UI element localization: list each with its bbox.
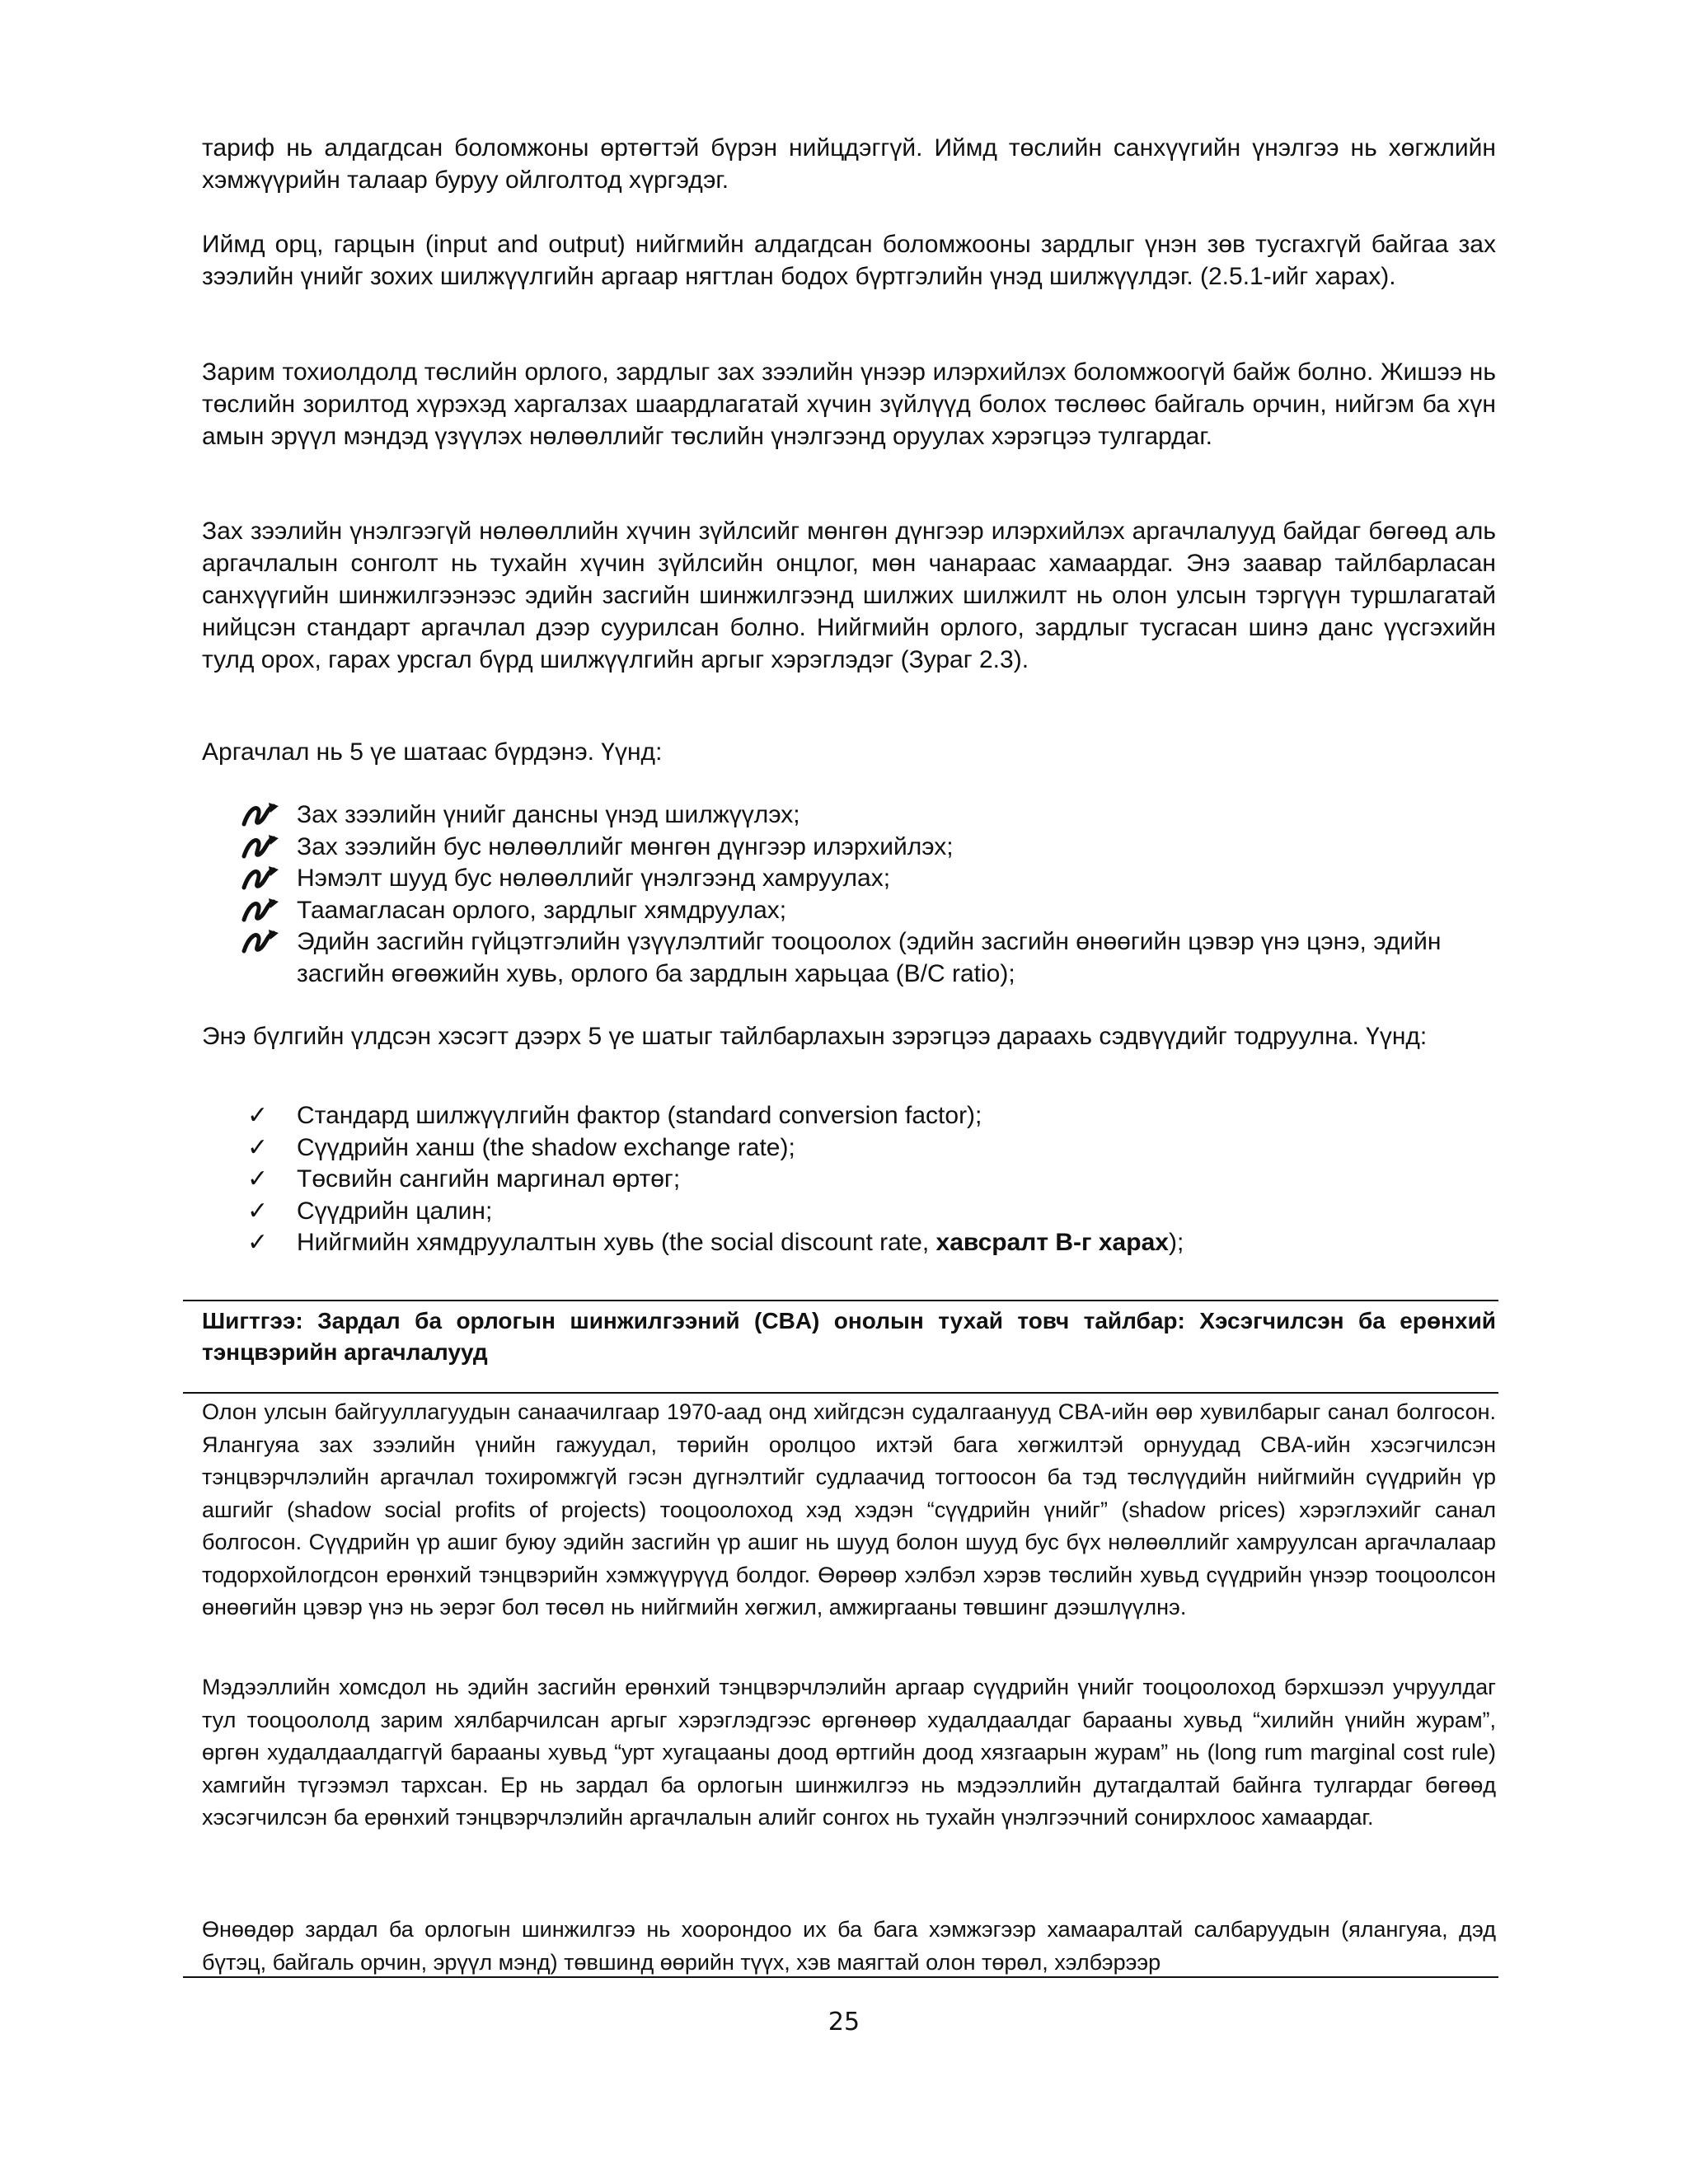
topic-text: Сүүдрийн цалин;: [297, 1197, 493, 1225]
paragraph-input-output: Иймд орц, гарцын (input and output) нийгмийн алдагдсан боломжооны зардлыг үнэн зөв тусгахгүй байгаа зах зээлийн үнийг зохих шилжүүлгийн аргаар нягтлан бодох бүртгэлийн үнэд шилжүүлдэг. (2.5.1-ийг харах).: [202, 231, 1496, 290]
topic-text-start: Нийгмийн хямдруулалтын хувь (the social discount rate,: [297, 1229, 936, 1256]
topics-list: [241, 1100, 1477, 1259]
step-text: Таамагласан орлого, зардлыг хямдруулах;: [297, 896, 787, 924]
note-title: Шигтгээ: Зардал ба орлогын шинжилгээний (CBA) онолын тухай товч тайлбар: Хэсэгчилсэн ба ерөнхий тэнцвэрийн аргачлалууд: [202, 1308, 1496, 1365]
topic-text: Стандард шилжүүлгийн фактор (standard conversion factor);: [297, 1102, 982, 1129]
list-item: [241, 863, 1477, 895]
paragraph-nonmarket-value: Зарим тохиолдолд төслийн орлого, зардлыг зах зээлийн үнээр илэрхийлэх боломжоогүй байж болно. Жишээ нь төслийн зорилтод хүрэхэд харгалзах шаардлагатай хүчин зүйлүүд болох төслөөс байгаль орчин, нийгэм ба хүн амын эрүүл мэндэд үзүүлэх нөлөөллийг төслийн үнэлгээнд оруулах хэрэгцээ тулгардаг.: [202, 359, 1496, 450]
checkmark-icon: ✓: [247, 1196, 269, 1226]
topic-text-end: );: [1168, 1229, 1184, 1256]
list-item: [241, 895, 1477, 927]
steps-list: [241, 799, 1477, 990]
list-item: [241, 926, 1477, 990]
list-item: [241, 1132, 1477, 1165]
topic-text-bold: хавсралт B-г харах: [935, 1229, 1169, 1256]
arrow-bullet-icon: [241, 926, 287, 958]
paragraph-method-intro: Аргачлал нь 5 үе шатаас бүрдэнэ. Үүнд:: [202, 738, 663, 766]
checkmark-icon: ✓: [247, 1132, 269, 1162]
paragraph-valuation-methods: Зах зээлийн үнэлгээгүй нөлөөллийн хүчин зүйлсийг мөнгөн дүнгээр илэрхийлэх аргачлалууд байдаг бөгөөд аль аргачлалын сонголт нь тухайн хүчин зүйлсийн онцлог, мөн чанараас хамаардаг. Энэ заавар тайлбарласан санхүүгийн шинжилгээнээс эдийн засгийн шинжилгээнд шилжих шилжилт нь олон улсын тэргүүн туршлагатай нийцсэн стандарт аргачлал дээр суурилсан болно. Нийгмийн орлого, зардлыг тусгасан шинэ данс үүсгэхийн тулд орох, гарах урсгал бүрд шилжүүлгийн аргыг хэрэглэдэг (Зураг 2.3).: [202, 518, 1496, 673]
paragraph-topics-intro: Энэ бүлгийн үлдсэн хэсэгт дээрх 5 үе шатыг тайлбарлахын зэрэгцээ дараахь сэдвүүдийг тодруулна. Үүнд:: [202, 1023, 1428, 1050]
step-text: Зах зээлийн үнийг дансны үнэд шилжүүлэх;: [297, 801, 800, 828]
topic-text: Сүүдрийн ханш (the shadow exchange rate);: [297, 1133, 795, 1161]
step-text: Эдийн засгийн гүйцэтгэлийн үзүүлэлтийг тооцоолох (эдийн засгийн өнөөгийн цэвэр үнэ цэнэ, эдийн засгийн өгөөжийн хувь, орлого ба зардлын харьцаа (B/C ratio);: [297, 928, 1442, 987]
paragraph-tariff: тариф нь алдагдсан боломжоны өртөгтэй бүрэн нийцдэггүй. Иймд төслийн санхүүгийн үнэлгээ нь хөгжлийн хэмжүүрийн талаар буруу ойлголтод хүргэдэг.: [202, 134, 1496, 194]
note-paragraph: Мэдээллийн хомсдол нь эдийн засгийн ерөнхий тэнцвэрчлэлийн аргаар сүүдрийн үнийг тооцоолоход бэрхшээл учруулдаг тул тооцоололд зарим хялбарчилсан аргыг хэрэглэдгээс өргөнөөр худалдаалдаг барааны хувьд “хилийн үнийн журам”, өргөн худалдаалдаггүй барааны хувьд “урт хугацааны доод өртгийн доод хязгаарын журам” нь (long rum marginal cost rule) хамгийн түгээмэл тархсан. Ер нь зардал ба орлогын шинжилгээ нь мэдээллийн дутагдалтай байнга тулгардаг бөгөөд хэсэгчилсэн ба ерөнхий тэнцвэрчлэлийн аргачлалын алийг сонгох нь тухайн үнэлгээчний сонирхлоос хамаардаг.: [202, 1675, 1496, 1830]
step-text: Нэмэлт шууд бус нөлөөллийг үнэлгээнд хамруулах;: [297, 865, 891, 892]
note-paragraph: Олон улсын байгууллагуудын санаачилгаар 1970-аад онд хийгдсэн судалгаанууд CBA-ийн өөр хувилбарыг санал болгосон. Ялангуяа зах зээлийн үнийн гажуудал, төрийн оролцоо ихтэй бага хөгжилтэй орнуудад CBA-ийн хэсэгчилсэн тэнцвэрчлэлийн аргачлал тохиромжгүй гэсэн дүгнэлтийг судлаачид тогтоосон ба тэд төслүүдийн нийгмийн сүүдрийн үр ашгийг (shadow social profits of projects) тооцоолоход хэд хэдэн “сүүдрийн үнийг” (shadow prices) хэрэглэхийг санал болгосон. Сүүдрийн үр ашиг буюу эдийн засгийн үр ашиг нь шууд болон шууд бус бүх нөлөөллийг хамруулсан аргачлалаар тодорхойлогдсон ерөнхий тэнцвэрийн хэмжүүрүүд болдог. Өөрөөр хэлбэл хэрэв төслийн хувьд сүүдрийн үнээр тооцоолсон өнөөгийн цэвэр үнэ нь эерэг бол төсөл нь нийгмийн хөгжил, амжиргааны төвшинг дээшлүүлнэ.: [202, 1399, 1496, 1619]
note-bottom-rule: [183, 1976, 1498, 1978]
list-item: [241, 1196, 1477, 1228]
note-paragraph: Өнөөдөр зардал ба орлогын шинжилгээ нь хоорондоо их ба бага хэмжэгээр хамааралтай салбаруудын (ялангуяа, дэд бүтэц, байгаль орчин, эрүүл мэнд) төвшинд өөрийн түүх, хэв маягтай олон төрөл, хэлбэрээр: [202, 1917, 1496, 1975]
checkmark-icon: ✓: [247, 1165, 269, 1193]
note-title-rule: [183, 1392, 1498, 1394]
list-item: [241, 1227, 1477, 1259]
note-top-rule: [183, 1300, 1498, 1301]
list-item: [241, 799, 1477, 832]
page-number: 25: [828, 2008, 860, 2036]
list-item: [241, 1164, 1477, 1196]
arrow-bullet-icon: [241, 799, 287, 831]
checkmark-icon: ✓: [247, 1228, 269, 1257]
arrow-bullet-icon: [241, 863, 287, 894]
topic-text: [297, 1229, 1184, 1256]
arrow-bullet-icon: [241, 832, 287, 863]
topic-text: Төсвийн сангийн маргинал өртөг;: [297, 1165, 681, 1193]
step-text: Зах зээлийн бус нөлөөллийг мөнгөн дүнгээр илэрхийлэх;: [297, 832, 954, 860]
arrow-bullet-icon: [241, 895, 287, 926]
list-item: [241, 1100, 1477, 1132]
checkmark-icon: ✓: [247, 1101, 269, 1130]
list-item: [241, 832, 1477, 864]
